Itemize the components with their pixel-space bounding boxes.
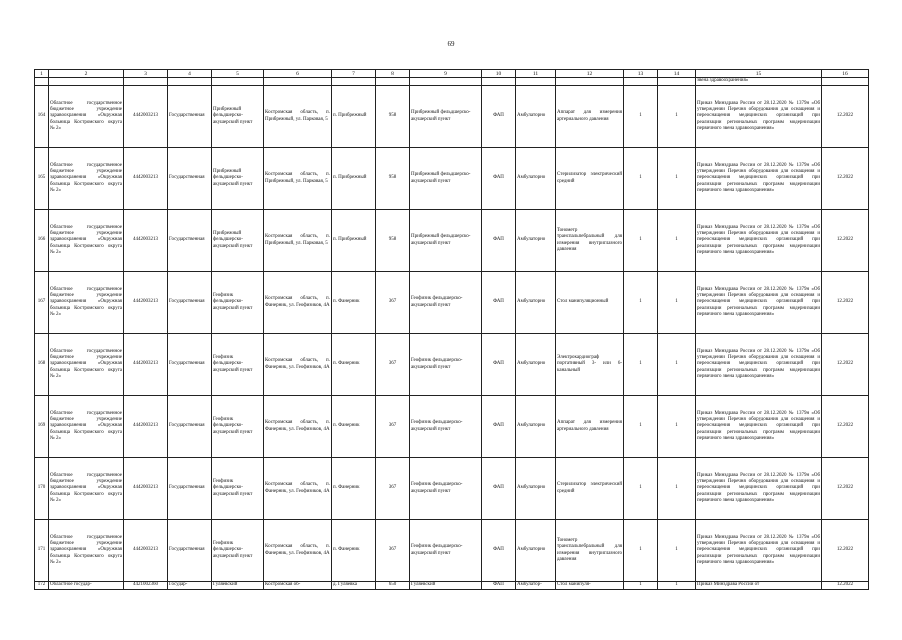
population-cell: 650 [376, 582, 410, 590]
carry-over-row [35, 78, 869, 86]
legal-basis-cell: Приказ Минздрава России от 28.12.2020 № 1379н «Об утверждении Перечня оборудования для оснащения и переоснащения медицинских организаций при реализации региональных программ модернизации первичного звена здравоохранения» [696, 396, 822, 458]
facility-cell: Геофизик фельдшерско-акушерский пункт [212, 272, 264, 334]
equipment-cell: Тонометр транспальпебральный для измерения внутриглазного давления [556, 210, 624, 272]
ownership-cell: Государственная [168, 334, 212, 396]
equipment-cell: Аппарат для измерения артериального давления [556, 86, 624, 148]
locality-cell: п. Фанерник [332, 458, 376, 520]
population-cell: 958 [376, 148, 410, 210]
empty-cell [658, 78, 696, 86]
population-cell: 958 [376, 86, 410, 148]
quantity-cell: 1 [658, 272, 696, 334]
address-cell: Костромская область, п. Фанерник, ул. Геофизиков, 4А [264, 396, 332, 458]
quantity-planned-cell: 1 [624, 458, 658, 520]
unit-cell: Прибрежный фельдшерско-акушерский пункт [410, 148, 482, 210]
ownership-cell: Государ- [168, 582, 212, 590]
legal-basis-cell: Приказ Минздрава России от [696, 582, 822, 590]
quantity-cell: 1 [658, 582, 696, 590]
type-cell: ФАП [482, 458, 516, 520]
column-number-header: 16 [822, 70, 869, 78]
quantity-planned-cell: 1 [624, 272, 658, 334]
facility-cell: Прибрежный фельдшерско-акушерский пункт [212, 210, 264, 272]
care-conditions-cell: Амбулаторно [516, 396, 556, 458]
equipment-cell: Электрокардиограф портативный 3- или 6-канальный [556, 334, 624, 396]
table-row [35, 458, 869, 520]
empty-cell [516, 78, 556, 86]
address-cell: Костромская область, п. Прибрежный, ул. Парковая, 5 [264, 148, 332, 210]
due-date-cell: 12.2022 [822, 272, 869, 334]
due-date-cell: 12.2022 [822, 458, 869, 520]
legal-basis-cell: Приказ Минздрава России от 28.12.2020 № 1379н «Об утверждении Перечня оборудования для оснащения и переоснащения медицинских организаций при реализации региональных программ модернизации первичного звена здравоохранения» [696, 148, 822, 210]
quantity-cell: 1 [658, 520, 696, 582]
equipment-cell: Тонометр транспальпебральный для измерения внутриглазного давления [556, 520, 624, 582]
row-number-cell: 164 [35, 86, 49, 148]
row-number-cell: 167 [35, 272, 49, 334]
column-number-header: 2 [49, 70, 124, 78]
column-number-header: 11 [516, 70, 556, 78]
care-conditions-cell: Амбулатор- [516, 582, 556, 590]
address-cell: Костромская область, п. Фанерник, ул. Геофизиков, 4А [264, 458, 332, 520]
column-number-header: 4 [168, 70, 212, 78]
table-row [35, 86, 869, 148]
quantity-cell: 1 [658, 396, 696, 458]
table-body [35, 70, 869, 590]
ownership-cell: Государственная [168, 210, 212, 272]
organization-cell: Областное государственное бюджетное учреждение здравоохранения «Окружная больница Костромского округа № 2» [49, 520, 124, 582]
legal-basis-cell: Приказ Минздрава России от 28.12.2020 № 1379н «Об утверждении Перечня оборудования для оснащения и переоснащения медицинских организаций при реализации региональных программ модернизации первичного звена здравоохранения» [696, 520, 822, 582]
table-row [35, 272, 869, 334]
empty-cell [168, 78, 212, 86]
table-row [35, 396, 869, 458]
equipment-cell: Стол манипуляционный [556, 272, 624, 334]
care-conditions-cell: Амбулаторно [516, 210, 556, 272]
organization-cell: Областное государственное бюджетное учреждение здравоохранения «Окружная больница Костромского округа № 2» [49, 148, 124, 210]
ownership-cell: Государственная [168, 396, 212, 458]
table-row [35, 334, 869, 396]
empty-cell [376, 78, 410, 86]
organization-cell: Областное государственное бюджетное учреждение здравоохранения «Окружная больница Костромского округа № 2» [49, 210, 124, 272]
locality-cell: п. Фанерник [332, 396, 376, 458]
column-number-header: 3 [124, 70, 168, 78]
column-number-header: 10 [482, 70, 516, 78]
column-number-header: 9 [410, 70, 482, 78]
column-number-header: 12 [556, 70, 624, 78]
quantity-planned-cell: 1 [624, 334, 658, 396]
population-cell: 958 [376, 210, 410, 272]
empty-cell [482, 78, 516, 86]
row-number-cell: 172 [35, 582, 49, 590]
care-conditions-cell: Амбулаторно [516, 458, 556, 520]
unit-cell: Геофизик фельдшерско-акушерский пункт [410, 520, 482, 582]
inn-cell: 4442003213 [124, 210, 168, 272]
quantity-planned-cell: 1 [624, 396, 658, 458]
population-cell: 367 [376, 334, 410, 396]
care-conditions-cell: Амбулаторно [516, 520, 556, 582]
table-row [35, 520, 869, 582]
address-cell: Костромская область, п. Фанерник, ул. Геофизиков, 4А [264, 272, 332, 334]
quantity-cell: 1 [658, 334, 696, 396]
unit-cell: Геофизик фельдшерско-акушерский пункт [410, 396, 482, 458]
legal-basis-cell: Приказ Минздрава России от 28.12.2020 № 1379н «Об утверждении Перечня оборудования для оснащения и переоснащения медицинских организаций при реализации региональных программ модернизации первичного звена здравоохранения» [696, 334, 822, 396]
carry-over-note: звена здравоохранения» [696, 78, 822, 86]
table-row [35, 210, 869, 272]
facility-cell: Геофизик фельдшерско-акушерский пункт [212, 520, 264, 582]
column-number-header: 8 [376, 70, 410, 78]
quantity-cell: 1 [658, 148, 696, 210]
ownership-cell: Государственная [168, 86, 212, 148]
quantity-planned-cell: 1 [624, 520, 658, 582]
legal-basis-cell: Приказ Минздрава России от 28.12.2020 № 1379н «Об утверждении Перечня оборудования для оснащения и переоснащения медицинских организаций при реализации региональных программ модернизации первичного звена здравоохранения» [696, 86, 822, 148]
due-date-cell: 12.2022 [822, 396, 869, 458]
care-conditions-cell: Амбулаторно [516, 334, 556, 396]
equipment-cell: Аппарат для измерения артериального давления [556, 396, 624, 458]
quantity-planned-cell: 1 [624, 86, 658, 148]
locality-cell: п. Фанерник [332, 334, 376, 396]
due-date-cell: 12.2022 [822, 334, 869, 396]
inn-cell: 4442003213 [124, 272, 168, 334]
quantity-planned-cell: 1 [624, 210, 658, 272]
column-number-header: 13 [624, 70, 658, 78]
empty-cell [410, 78, 482, 86]
facility-cell: Геофизик фельдшерско-акушерский пункт [212, 396, 264, 458]
type-cell: ФАП [482, 86, 516, 148]
table-row [35, 582, 869, 590]
row-number-cell: 169 [35, 396, 49, 458]
equipment-cell: Стерилизатор электрический средний [556, 458, 624, 520]
empty-cell [35, 78, 49, 86]
population-cell: 367 [376, 520, 410, 582]
locality-cell: п. Прибрежный [332, 210, 376, 272]
type-cell: ФАП [482, 582, 516, 590]
facility-cell: Прибрежный фельдшерско-акушерский пункт [212, 148, 264, 210]
table-row [35, 148, 869, 210]
column-number-header: 5 [212, 70, 264, 78]
column-number-header: 15 [696, 70, 822, 78]
inn-cell: 4442003213 [124, 520, 168, 582]
organization-cell: Областное государственное бюджетное учреждение здравоохранения «Окружная больница Костромского округа № 2» [49, 86, 124, 148]
organization-cell: Областное государственное бюджетное учреждение здравоохранения «Окружная больница Костромского округа № 2» [49, 396, 124, 458]
facility-cell: Прибрежный фельдшерско-акушерский пункт [212, 86, 264, 148]
row-number-cell: 166 [35, 210, 49, 272]
address-cell: Костромская область, п. Прибрежный, ул. Парковая, 5 [264, 210, 332, 272]
unit-cell: Геофизик фельдшерско-акушерский пункт [410, 334, 482, 396]
equipment-table [34, 69, 869, 590]
type-cell: ФАП [482, 210, 516, 272]
unit-cell: Прибрежный фельдшерско-акушерский пункт [410, 210, 482, 272]
column-number-header: 7 [332, 70, 376, 78]
ownership-cell: Государственная [168, 272, 212, 334]
empty-cell [624, 78, 658, 86]
facility-cell: Геофизик фельдшерско-акушерский пункт [212, 458, 264, 520]
legal-basis-cell: Приказ Минздрава России от 28.12.2020 № 1379н «Об утверждении Перечня оборудования для оснащения и переоснащения медицинских организаций при реализации региональных программ модернизации первичного звена здравоохранения» [696, 210, 822, 272]
address-cell: Костромская область, п. Фанерник, ул. Геофизиков, 4А [264, 334, 332, 396]
quantity-cell: 1 [658, 458, 696, 520]
inn-cell: 4442003213 [124, 148, 168, 210]
empty-cell [332, 78, 376, 86]
locality-cell: д. Гуляевка [332, 582, 376, 590]
inn-cell: 4421002360 [124, 582, 168, 590]
equipment-cell: Стерилизатор электрический средний [556, 148, 624, 210]
care-conditions-cell: Амбулаторно [516, 272, 556, 334]
type-cell: ФАП [482, 334, 516, 396]
empty-cell [124, 78, 168, 86]
quantity-planned-cell: 1 [624, 582, 658, 590]
organization-cell: Областное государственное бюджетное учреждение здравоохранения «Окружная больница Костромского округа № 2» [49, 272, 124, 334]
type-cell: ФАП [482, 396, 516, 458]
address-cell: Костромская область, п. Фанерник, ул. Геофизиков, 4А [264, 520, 332, 582]
type-cell: ФАП [482, 272, 516, 334]
equipment-cell: Стол манипуля- [556, 582, 624, 590]
inn-cell: 4442003213 [124, 458, 168, 520]
organization-cell: Областное государ- [49, 582, 124, 590]
locality-cell: п. Фанерник [332, 520, 376, 582]
empty-cell [822, 78, 869, 86]
legal-basis-cell: Приказ Минздрава России от 28.12.2020 № 1379н «Об утверждении Перечня оборудования для оснащения и переоснащения медицинских организаций при реализации региональных программ модернизации первичного звена здравоохранения» [696, 458, 822, 520]
care-conditions-cell: Амбулаторно [516, 86, 556, 148]
empty-cell [264, 78, 332, 86]
inn-cell: 4442003213 [124, 396, 168, 458]
column-number-header: 1 [35, 70, 49, 78]
legal-basis-cell: Приказ Минздрава России от 28.12.2020 № 1379н «Об утверждении Перечня оборудования для оснащения и переоснащения медицинских организаций при реализации региональных программ модернизации первичного звена здравоохранения» [696, 272, 822, 334]
due-date-cell: 12.2022 [822, 520, 869, 582]
empty-cell [212, 78, 264, 86]
quantity-planned-cell: 1 [624, 148, 658, 210]
row-number-cell: 171 [35, 520, 49, 582]
locality-cell: п. Прибрежный [332, 86, 376, 148]
unit-cell: Геофизик фельдшерско-акушерский пункт [410, 458, 482, 520]
due-date-cell: 12.2022 [822, 86, 869, 148]
column-number-header: 14 [658, 70, 696, 78]
locality-cell: п. Прибрежный [332, 148, 376, 210]
ownership-cell: Государственная [168, 148, 212, 210]
facility-cell: Гуляевский [212, 582, 264, 590]
empty-cell [556, 78, 624, 86]
type-cell: ФАП [482, 520, 516, 582]
inn-cell: 4442003213 [124, 86, 168, 148]
ownership-cell: Государственная [168, 520, 212, 582]
organization-cell: Областное государственное бюджетное учреждение здравоохранения «Окружная больница Костромского округа № 2» [49, 334, 124, 396]
due-date-cell: 12.2022 [822, 148, 869, 210]
empty-cell [49, 78, 124, 86]
column-number-header-row [35, 70, 869, 78]
address-cell: Костромская об- [264, 582, 332, 590]
due-date-cell: 12.2022 [822, 210, 869, 272]
organization-cell: Областное государственное бюджетное учреждение здравоохранения «Окружная больница Костромского округа № 2» [49, 458, 124, 520]
unit-cell: Геофизик фельдшерско-акушерский пункт [410, 272, 482, 334]
unit-cell: Гуляевский [410, 582, 482, 590]
ownership-cell: Государственная [168, 458, 212, 520]
type-cell: ФАП [482, 148, 516, 210]
due-date-cell: 12.2022 [822, 582, 869, 590]
quantity-cell: 1 [658, 86, 696, 148]
address-cell: Костромская область, п. Прибрежный, ул. Парковая, 5 [264, 86, 332, 148]
quantity-cell: 1 [658, 210, 696, 272]
population-cell: 367 [376, 458, 410, 520]
locality-cell: п. Фанерник [332, 272, 376, 334]
population-cell: 367 [376, 272, 410, 334]
care-conditions-cell: Амбулаторно [516, 148, 556, 210]
row-number-cell: 170 [35, 458, 49, 520]
facility-cell: Геофизик фельдшерско-акушерский пункт [212, 334, 264, 396]
row-number-cell: 165 [35, 148, 49, 210]
inn-cell: 4442003213 [124, 334, 168, 396]
column-number-header: 6 [264, 70, 332, 78]
row-number-cell: 168 [35, 334, 49, 396]
page-number: 69 [447, 40, 455, 48]
unit-cell: Прибрежный фельдшерско-акушерский пункт [410, 86, 482, 148]
population-cell: 367 [376, 396, 410, 458]
